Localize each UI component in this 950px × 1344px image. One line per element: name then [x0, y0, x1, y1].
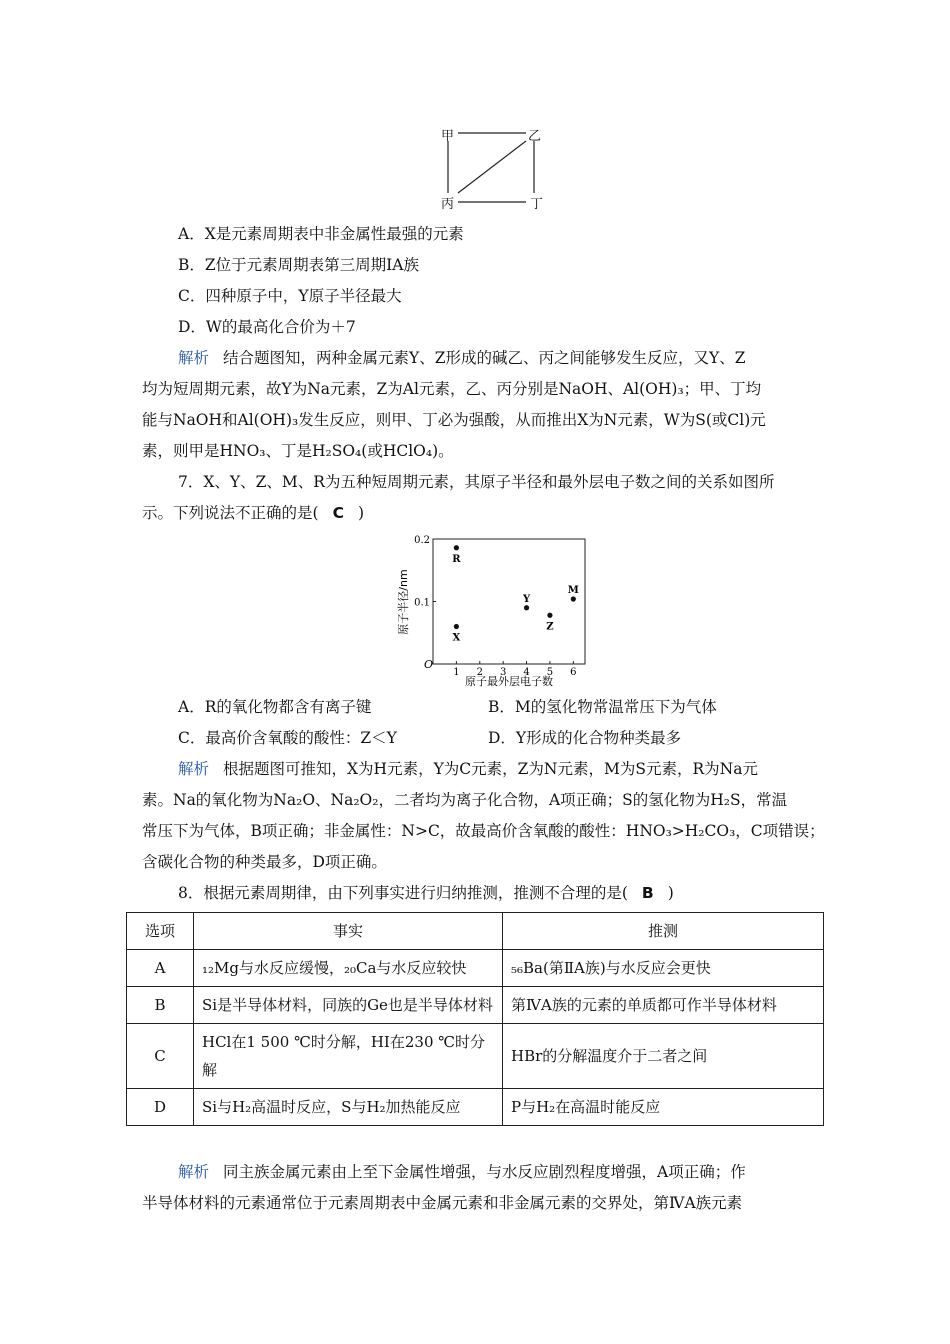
- q7-analysis-line-2: 素。Na的氧化物为Na₂O、Na₂O₂，二者均为离子化合物，A项正确；S的氢化物为H₂S，常温: [142, 791, 788, 809]
- x-tick-label: 2: [476, 667, 483, 678]
- data-label-z: Z: [546, 621, 554, 633]
- table-cell-option: D: [127, 1089, 194, 1126]
- table-cell-fact: Si与H₂高温时反应，S与H₂加热能反应: [194, 1089, 503, 1126]
- y-tick-label: 0.2: [414, 535, 430, 546]
- chart-xlabel: 原子最外层电子数: [465, 675, 553, 688]
- q7-answer: C: [332, 504, 344, 522]
- chart-ylabel: 原子半径/nm: [397, 569, 410, 635]
- data-label-y: Y: [522, 593, 531, 605]
- facts-table: [126, 912, 824, 1126]
- diagram-node-jia: 甲: [441, 129, 455, 144]
- data-point-x: [454, 624, 459, 629]
- q8-stem: 8．根据元素周期律，由下列事实进行归纳推测，推测不合理的是( B ): [178, 884, 674, 902]
- analysis-label: 解析: [178, 1163, 210, 1181]
- q8-analysis-line-2: 半导体材料的元素通常位于元素周期表中金属元素和非金属元素的交界处，第ⅣA族元素: [142, 1194, 743, 1212]
- data-point-m: [571, 596, 576, 601]
- x-tick-label: 1: [453, 667, 460, 678]
- table-cell-option: B: [127, 987, 194, 1024]
- diagram-node-yi: 乙: [528, 129, 542, 144]
- table-cell-fact: Si是半导体材料，同族的Ge也是半导体材料: [194, 987, 503, 1024]
- q8-answer: B: [641, 884, 654, 902]
- x-tick-label: 4: [523, 667, 530, 678]
- data-point-y: [524, 605, 529, 610]
- q7-stem-line-2: 示。下列说法不正确的是( C ): [142, 504, 365, 522]
- table-row: [127, 950, 824, 987]
- data-point-z: [547, 613, 552, 618]
- q7-analysis-line-1: 解析 根据题图可推知，X为H元素，Y为C元素，Z为N元素，M为S元素，R为Na元: [178, 760, 758, 778]
- data-label-x: X: [452, 632, 461, 644]
- analysis-label: 解析: [178, 349, 210, 367]
- chart-origin: O: [424, 658, 434, 671]
- q8-analysis-line-1: 解析 同主族金属元素由上至下金属性增强，与水反应剧烈程度增强，A项正确；作: [178, 1163, 746, 1181]
- q7-stem-line-1: 7．X、Y、Z、M、R为五种短周期元素，其原子半径和最外层电子数之间的关系如图所: [178, 473, 775, 491]
- diagram-lines: [440, 125, 550, 215]
- q7-option-a: A．R的氧化物都含有离子键: [178, 698, 372, 716]
- q7-analysis-line-3: 常压下为气体，B项正确；非金属性：N>C，故最高价含氧酸的酸性：HNO₃>H₂CO₃，C项错误；: [142, 822, 825, 840]
- table-cell-fact: ₁₂Mg与水反应缓慢，₂₀Ca与水反应较快: [194, 950, 503, 987]
- q6-option-d: D．W的最高化合价为＋7: [178, 318, 356, 336]
- q6-analysis-line-3: 能与NaOH和Al(OH)₃发生反应，则甲、丁必为强酸，从而推出X为N元素，W为S(或Cl)元: [142, 411, 766, 429]
- table-header-row: [127, 913, 824, 950]
- table-row: [127, 987, 824, 1024]
- analysis-label: 解析: [178, 760, 210, 778]
- q7-option-d: D．Y形成的化合物种类最多: [488, 729, 682, 747]
- x-tick-label: 6: [570, 667, 577, 678]
- q6-analysis-line-1: 解析 结合题图知，两种金属元素Y、Z形成的碱乙、丙之间能够发生反应，又Y、Z: [178, 349, 746, 367]
- table-cell-guess: HBr的分解温度介于二者之间: [503, 1024, 824, 1089]
- q6-option-a: A．X是元素周期表中非金属性最强的元素: [178, 225, 464, 243]
- table-row: [127, 1024, 824, 1089]
- table-row: [127, 1089, 824, 1126]
- table-cell-guess: P与H₂在高温时能反应: [503, 1089, 824, 1126]
- q6-analysis-line-2: 均为短周期元素，故Y为Na元素，Z为Al元素，乙、丙分别是NaOH、Al(OH)₃；甲、丁均: [142, 380, 762, 398]
- x-tick-label: 5: [546, 667, 554, 678]
- table-cell-fact: HCl在1 500 ℃时分解，HI在230 ℃时分解: [194, 1024, 503, 1089]
- table-cell-option: C: [127, 1024, 194, 1089]
- q6-option-c: C．四种原子中，Y原子半径最大: [178, 287, 402, 305]
- data-label-m: M: [567, 585, 579, 596]
- q7-option-c: C．最高价含氧酸的酸性：Z＜Y: [178, 729, 397, 747]
- atomic-radius-chart: [394, 530, 594, 690]
- table-cell-guess: 第ⅣA族的元素的单质都可作半导体材料: [503, 987, 824, 1024]
- table-header: 选项: [127, 913, 194, 950]
- q7-option-b: B．M的氢化物常温常压下为气体: [488, 698, 717, 716]
- q7-analysis-line-4: 含碳化合物的种类最多，D项正确。: [142, 853, 387, 871]
- y-tick-label: 0.1: [414, 597, 430, 609]
- data-label-r: R: [452, 553, 461, 565]
- diagram-node-ding: 丁: [530, 197, 544, 212]
- q6-analysis-line-4: 素，则甲是HNO₃、丁是H₂SO₄(或HClO₄)。: [142, 442, 454, 460]
- table-header: 推测: [503, 913, 824, 950]
- table-cell-guess: ₅₆Ba(第ⅡA族)与水反应会更快: [503, 950, 824, 987]
- data-point-r: [454, 545, 459, 550]
- diagram-node-bing: 丙: [441, 197, 455, 212]
- table-cell-option: A: [127, 950, 194, 987]
- table-header: 事实: [194, 913, 503, 950]
- q6-option-b: B．Z位于元素周期表第三周期ⅠA族: [178, 256, 419, 274]
- x-tick-label: 3: [499, 667, 507, 678]
